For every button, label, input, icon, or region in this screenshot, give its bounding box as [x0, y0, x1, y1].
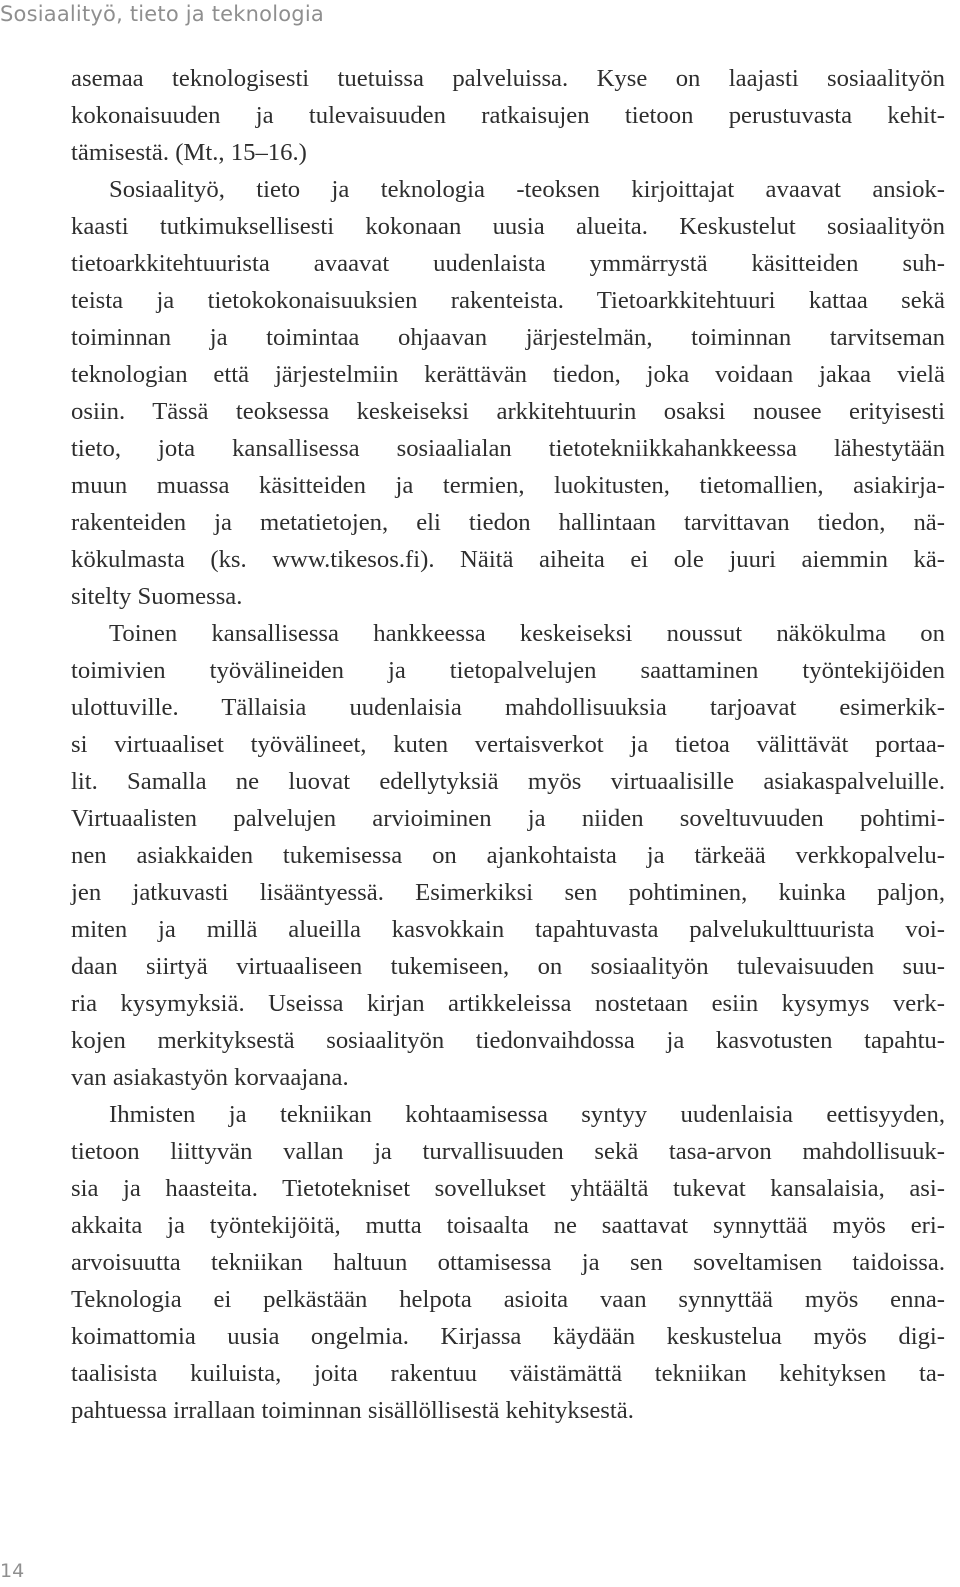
text-line: kaasti tutkimuksellisesti kokonaan uusia alueita. Keskustelut sosiaalityön	[71, 213, 945, 240]
text-line: van asiakastyön korvaajana.	[71, 1064, 349, 1091]
text-line: osiin. Tässä teoksessa keskeiseksi arkkitehtuurin osaksi nousee erityisesti	[71, 398, 945, 425]
text-line: ulottuville. Tällaisia uudenlaisia mahdollisuuksia tarjoavat esimerkik-	[71, 694, 945, 721]
text-line: Virtuaalisten palvelujen arvioiminen ja niiden soveltuvuuden pohtimi-	[71, 805, 945, 832]
text-line: tietoarkkitehtuurista avaavat uudenlaista ymmärrystä käsitteiden suh-	[71, 250, 945, 277]
text-line: lit. Samalla ne luovat edellytyksiä myös virtuaalisille asiakaspalveluille.	[71, 768, 945, 795]
text-line: sia ja haasteita. Tietotekniset sovellukset yhtäältä tukevat kansalaisia, asi-	[71, 1175, 945, 1202]
text-line: teknologian että järjestelmiin kerättävän tiedon, joka voidaan jakaa vielä	[71, 361, 945, 388]
running-head: Sosiaalityö, tieto ja teknologia	[0, 2, 324, 26]
text-line: Ihmisten ja tekniikan kohtaamisessa syntyy uudenlaisia eettisyyden,	[109, 1101, 945, 1128]
text-line: rakenteiden ja metatietojen, eli tiedon hallintaan tarvittavan tiedon, nä-	[71, 509, 945, 536]
text-line: teista ja tietokokonaisuuksien rakenteista. Tietoarkkitehtuuri kattaa sekä	[71, 287, 945, 314]
text-line: muun muassa käsitteiden ja termien, luokitusten, tietomallien, asiakirja-	[71, 472, 945, 499]
text-line: asemaa teknologisesti tuetuissa palveluissa. Kyse on laajasti sosiaalityön	[71, 65, 945, 92]
text-line: taalisista kuiluista, joita rakentuu väistämättä tekniikan kehityksen ta-	[71, 1360, 945, 1387]
text-line: toimivien työvälineiden ja tietopalvelujen saattaminen työntekijöiden	[71, 657, 945, 684]
text-line: arvoisuutta tekniikan haltuun ottamisessa ja sen soveltamisen taidoissa.	[71, 1249, 945, 1276]
text-line: Teknologia ei pelkästään helpota asioita vaan synnyttää myös enna-	[71, 1286, 945, 1313]
text-line: kokonaisuuden ja tulevaisuuden ratkaisujen tietoon perustuvasta kehit-	[71, 102, 945, 129]
page-number: 14	[0, 1560, 25, 1582]
text-line: akkaita ja työntekijöitä, mutta toisaalta ne saattavat synnyttää myös eri-	[71, 1212, 945, 1239]
text-line: miten ja millä alueilla kasvokkain tapahtuvasta palvelukulttuurista voi-	[71, 916, 945, 943]
text-line: koimattomia uusia ongelmia. Kirjassa käydään keskustelua myös digi-	[71, 1323, 945, 1350]
text-line: nen asiakkaiden tukemisessa on ajankohtaista ja tärkeää verkkopalvelu-	[71, 842, 945, 869]
text-line: tieto, jota kansallisessa sosiaalialan tietotekniikkahankkeessa lähestytään	[71, 435, 945, 462]
text-line: toiminnan ja toimintaa ohjaavan järjestelmän, toiminnan tarvitseman	[71, 324, 945, 351]
text-line: si virtuaaliset työvälineet, kuten vertaisverkot ja tietoa välittävät portaa-	[71, 731, 945, 758]
text-line: kojen merkityksestä sosiaalityön tiedonvaihdossa ja kasvotusten tapahtu-	[71, 1027, 945, 1054]
text-line: Sosiaalityö, tieto ja teknologia -teoksen kirjoittajat avaavat ansiok-	[109, 176, 945, 203]
text-line: tämisestä. (Mt., 15–16.)	[71, 139, 307, 166]
text-line: sitelty Suomessa.	[71, 583, 243, 610]
body-text	[71, 60, 945, 1429]
text-line: pahtuessa irrallaan toiminnan sisällöllisestä kehityksestä.	[71, 1397, 634, 1424]
text-line: daan siirtyä virtuaaliseen tukemiseen, on sosiaalityön tulevaisuuden suu-	[71, 953, 945, 980]
text-line: Toinen kansallisessa hankkeessa keskeiseksi noussut näkökulma on	[109, 620, 945, 647]
text-line: kökulmasta (ks. www.tikesos.fi). Näitä aiheita ei ole juuri aiemmin kä-	[71, 546, 945, 573]
text-line: tietoon liittyvän vallan ja turvallisuuden sekä tasa-arvon mahdollisuuk-	[71, 1138, 945, 1165]
text-line: ria kysymyksiä. Useissa kirjan artikkeleissa nostetaan esiin kysymys verk-	[71, 990, 945, 1017]
text-line: jen jatkuvasti lisääntyessä. Esimerkiksi sen pohtiminen, kuinka paljon,	[71, 879, 945, 906]
